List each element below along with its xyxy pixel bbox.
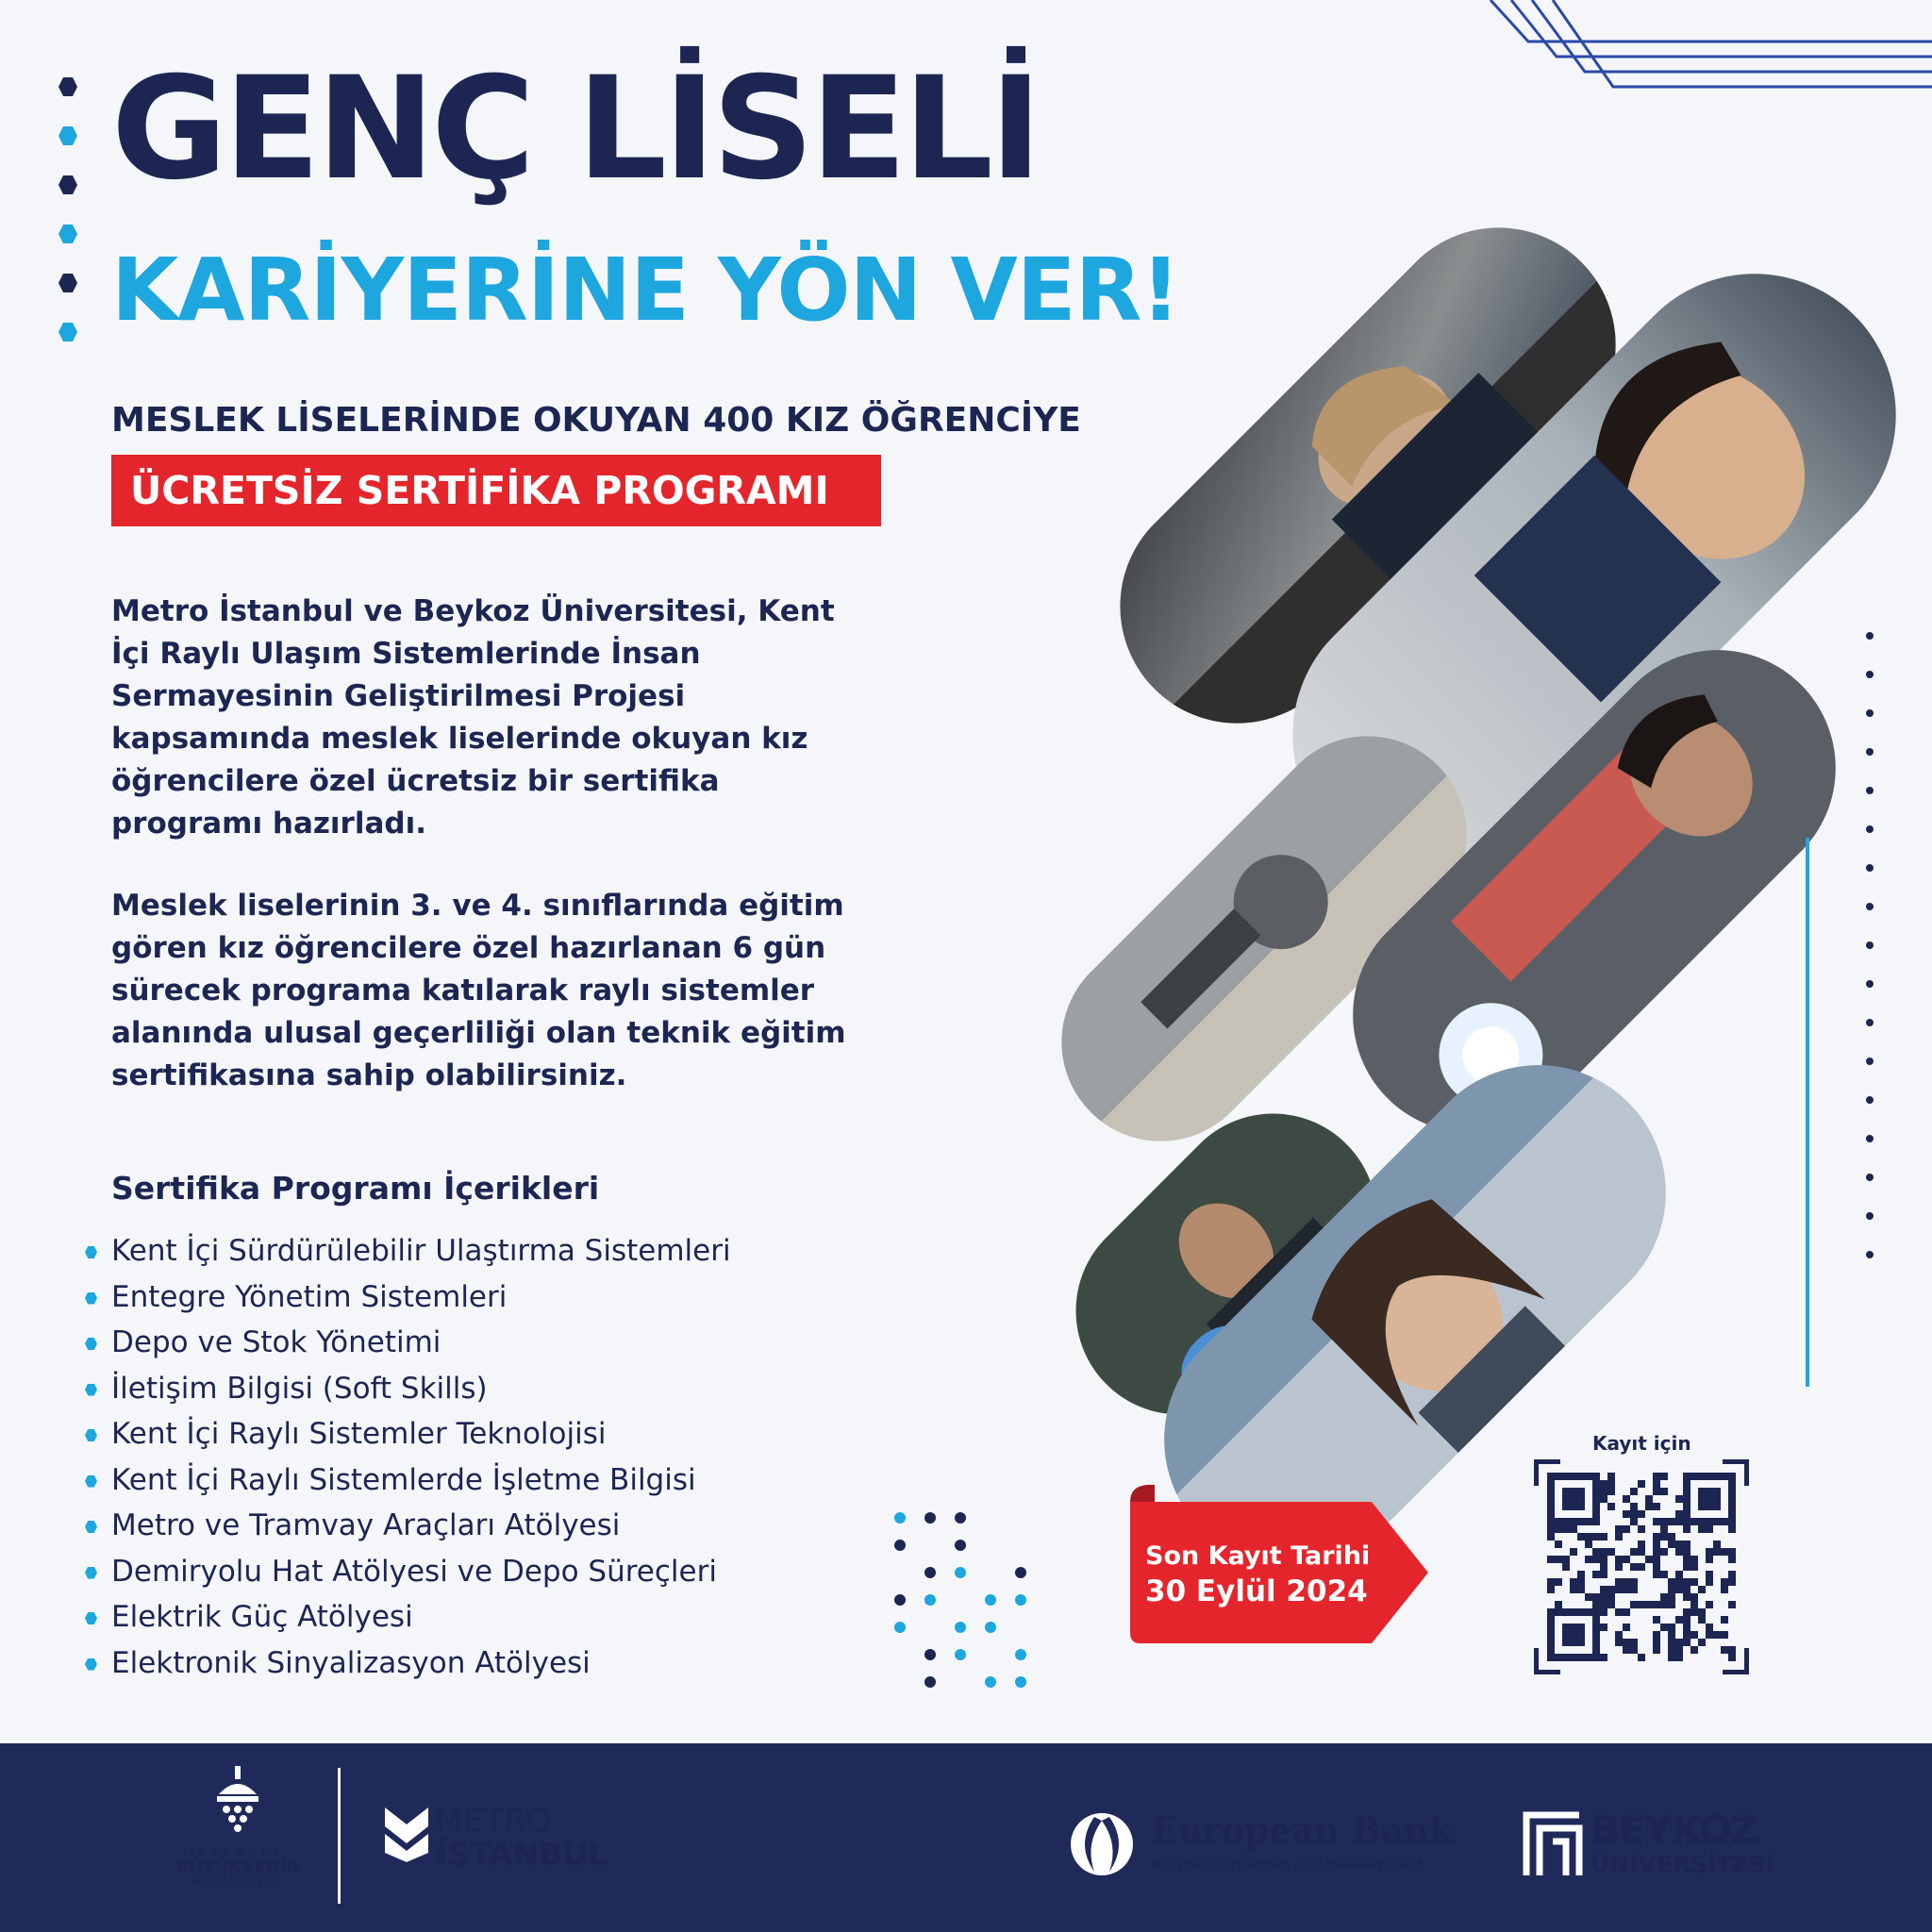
list-item-label: Elektronik Sinyalizasyon Atölyesi [111,1645,591,1680]
dot-icon [894,1512,906,1524]
vertical-accent-line [1806,838,1809,1387]
dot-icon [894,1622,906,1633]
dot-icon [1866,671,1874,678]
title-hex-dots [58,77,77,372]
dot-icon [1866,864,1874,872]
list-item-label: İletişim Bilgisi (Soft Skills) [111,1371,488,1406]
deadline-text [1145,1541,1370,1608]
dot-icon [1866,632,1874,640]
dot-icon [1866,748,1874,756]
list-item [83,1594,731,1641]
hex-bullet-icon [85,1338,97,1350]
metro-line1: METRO [436,1802,553,1839]
list-item [83,1228,731,1274]
list-item [83,1641,731,1687]
paragraph-line: kapsamında meslek liselerinde okuyan kız [111,722,808,756]
paragraph-line: sürecek programa katılarak raylı sistemler [111,974,815,1008]
list-item-label: Elektrik Güç Atölyesi [111,1600,413,1634]
hex-bullet-icon [85,1658,97,1671]
list-item [83,1503,731,1549]
dot-icon [955,1567,966,1578]
list-item-label: Kent İçi Raylı Sistemler Teknolojisi [111,1417,607,1451]
hex-dot-icon [58,225,77,243]
paragraph-line: öğrencilere özel ücretsiz bir sertifika [111,764,720,798]
hex-bullet-icon [85,1521,97,1533]
hex-bullet-icon [85,1246,97,1258]
dot-icon [1866,903,1874,910]
dot-icon [1866,1212,1874,1220]
list-item [83,1457,731,1504]
paragraph-line: Meslek liselerinin 3. ve 4. sınıflarında eğitim [111,889,844,923]
contents-list [83,1228,731,1686]
list-item [83,1274,731,1321]
metro-m-icon [383,1806,430,1864]
beykoz-emblem-icon [1523,1811,1583,1879]
paragraph-line: gören kız öğrencilere özel hazırlanan 6 gün [111,931,826,965]
dot-icon [1866,1135,1874,1142]
paragraph-line: alanında ulusal geçerliliği olan teknik eğitim [111,1016,846,1050]
dot-icon [955,1649,966,1660]
paragraph-line: Sermayesinin Geliştirilmesi Projesi [111,679,686,713]
dot-icon [955,1512,966,1524]
dot-icon [1866,787,1874,794]
hex-dot-icon [58,175,77,194]
hex-bullet-icon [85,1475,97,1488]
dot-icon [1015,1676,1026,1688]
list-item [83,1549,731,1595]
ibb-logo [174,1766,302,1888]
dot-icon [924,1676,936,1688]
dot-icon [1866,1251,1874,1258]
list-item [83,1320,731,1366]
ebrd-line1: European Bank [1151,1809,1454,1851]
dot-icon [924,1649,936,1660]
vertical-dot-column [1866,632,1874,1290]
ibb-line1: İSTANBUL [190,1845,286,1857]
paragraph-line: Metro İstanbul ve Beykoz Üniversitesi, Kent [111,594,835,628]
paragraph-line: sertifikasına sahip olabilirsiniz. [111,1058,627,1092]
dot-icon [1015,1649,1026,1660]
ebrd-line2: for Reconstruction and Development [1151,1858,1424,1874]
hex-bullet-icon [85,1612,97,1624]
dot-grid-decoration [894,1512,1045,1682]
dot-icon [1866,1174,1874,1181]
dot-icon [1866,980,1874,988]
dot-icon [1866,1096,1874,1104]
beykoz-line1: BEYKOZ [1591,1807,1758,1853]
paragraph-line: programı hazırladı. [111,807,426,841]
hex-dot-icon [58,77,77,96]
dot-icon [985,1676,996,1688]
list-item-label: Entegre Yönetim Sistemleri [111,1279,508,1314]
list-item-label: Kent İçi Raylı Sistemlerde İşletme Bilgisi [111,1462,696,1497]
deadline-date: 30 Eylül 2024 [1145,1574,1368,1608]
dot-icon [924,1512,936,1524]
dot-icon [955,1540,966,1551]
paragraph-line: İçi Raylı Ulaşım Sistemlerinde İnsan [111,637,701,671]
diagonal-lines-decoration [1472,0,1932,104]
description-paragraph-1 [111,591,857,845]
metro-line2: İSTANBUL [436,1836,608,1873]
hex-dot-icon [58,126,77,145]
dot-icon [1866,1019,1874,1026]
ibb-line2: BÜYÜKŞEHİR [175,1857,300,1877]
contents-heading: Sertifika Programı İçerikleri [111,1170,600,1207]
dot-icon [924,1567,936,1578]
dot-icon [924,1594,936,1606]
main-subtitle: KARİYERİNE YÖN VER! [111,240,1180,341]
ibb-line3: BELEDİYESİ [192,1877,283,1888]
hex-dot-icon [58,323,77,341]
list-item [83,1366,731,1412]
footer-divider [338,1768,341,1904]
list-item [83,1411,731,1457]
deadline-label: Son Kayıt Tarihi [1145,1541,1371,1571]
dot-icon [985,1594,996,1606]
list-item-label: Metro ve Tramvay Araçları Atölyesi [111,1508,621,1542]
dot-icon [1866,1058,1874,1065]
target-audience-heading: MESLEK LİSELERİNDE OKUYAN 400 KIZ ÖĞRENCİYE [111,401,1081,440]
hex-bullet-icon [85,1384,97,1396]
ibb-emblem-icon [209,1766,266,1838]
dot-icon [1015,1567,1026,1578]
main-title: GENÇ LİSELİ [111,47,1039,211]
list-item-label: Kent İçi Sürdürülebilir Ulaştırma Sistemleri [111,1234,731,1268]
description-paragraph-2 [111,885,857,1097]
dot-icon [1866,825,1874,833]
list-item-label: Demiryolu Hat Atölyesi ve Depo Süreçleri [111,1554,717,1589]
dot-icon [955,1622,966,1633]
dot-icon [894,1540,906,1551]
hex-dot-icon [58,274,77,292]
qr-label: Kayıt için [1592,1432,1691,1455]
hex-bullet-icon [85,1292,97,1305]
hex-bullet-icon [85,1429,97,1441]
dot-icon [985,1622,996,1633]
beykoz-line2: ÜNİVERSİTESİ [1591,1851,1774,1878]
ebrd-emblem-icon [1066,1811,1138,1877]
registration-qr-code[interactable] [1534,1459,1749,1674]
list-item-label: Depo ve Stok Yönetimi [111,1325,441,1359]
dot-icon [894,1594,906,1606]
dot-icon [1015,1594,1026,1606]
dot-icon [1866,709,1874,717]
hex-bullet-icon [85,1567,97,1579]
free-program-banner: ÜCRETSİZ SERTİFİKA PROGRAMI [111,455,881,526]
dot-icon [1866,941,1874,949]
